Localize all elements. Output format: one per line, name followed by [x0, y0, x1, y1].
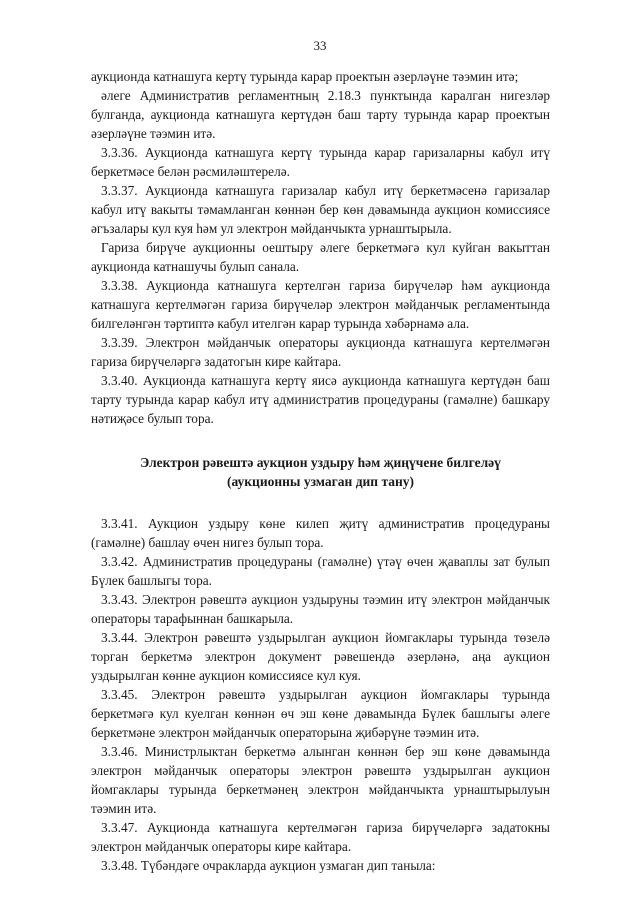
- paragraph-3-3-47: 3.3.47. Аукционда катнашуга кертелмәгән гариза бирүчеләргә задатокны электрон мәйданчык операторы кире кайтара.: [91, 820, 550, 854]
- paragraph-3-3-43: 3.3.43. Электрон рәвештә аукцион уздыруны тәэмин итү электрон мәйданчык операторы тарафыннан башкарыла.: [91, 592, 550, 626]
- paragraph-3-3-39: 3.3.39. Электрон мәйданчык операторы аукционда катнашуга кертелмәгән гариза бирүчеләргә задатогын кире кайтара.: [91, 335, 550, 369]
- paragraph: Гариза бирүче аукционны оештыру әлеге беркетмәгә кул куйган вакыттан аукционда катнашучы булып санала.: [91, 240, 550, 274]
- paragraph-3-3-37: 3.3.37. Аукционда катнашуга гаризалар кабул итү беркетмәсенә гаризалар кабул итү вакыты тәмамланган көннән бер көн дәвамында аукцион комиссиясе әгъзалары кул куя һәм ул электрон мәйданчыкта урнаштырыла.: [91, 183, 550, 236]
- paragraph-3-3-40: 3.3.40. Аукционда катнашуга кертү яисә аукционда катнашуга кертүдән баш тарту турында карар кабул итү административ процедураны (гамәлне) башкару нәтиҗәсе булып тора.: [91, 373, 550, 426]
- page-number: 33: [313, 38, 327, 53]
- paragraph-3-3-46: 3.3.46. Министрлыктан беркетмә алынган көннән бер эш көне дәвамында электрон мәйданчык операторы электрон рәвештә уздырылган аукцион йомгаклары турында беркетмәнең электрон мәйданчыкта урнаштырылуын тәэмин итә.: [91, 744, 550, 816]
- document-body: [91, 67, 550, 875]
- paragraph-3-3-48: 3.3.48. Түбәндәге очракларда аукцион узмаган дип таныла:: [101, 858, 436, 873]
- paragraph-3-3-45: 3.3.45. Электрон рәвештә уздырылган аукцион йомгаклары турында беркетмәгә кул куелган көннән өч эш көне дәвамында Бүлек башлыгы әлеге беркетмәне электрон мәйданчык операторына җибәрүне тәэмин итә.: [91, 687, 550, 740]
- paragraph: аукционда катнашуга кертү турында карар проектын әзерләүне тәэмин итә;: [91, 69, 519, 84]
- paragraph-3-3-44: 3.3.44. Электрон рәвештә уздырылган аукцион йомгаклары турында төзелә торган беркетмә электрон документ рәвешендә әзерләнә, аңа аукцион уздырылган көнне аукцион комиссиясе кул куя.: [91, 630, 550, 683]
- paragraph-3-3-36: 3.3.36. Аукционда катнашуга кертү турында карар гаризаларны кабул итү беркетмәсе белән рәсмиләштерелә.: [91, 145, 550, 179]
- paragraph-3-3-41: 3.3.41. Аукцион уздыру көне килеп җитү административ процедураны (гамәлне) башлау өчен нигез булып тора.: [91, 516, 550, 550]
- section-heading: [91, 453, 550, 491]
- section-heading-line1: Электрон рәвештә аукцион уздыру һәм җиңүчене билгеләү: [140, 455, 501, 470]
- paragraph-3-3-42: 3.3.42. Административ процедураны (гамәлне) үтәү өчен җаваплы зат булып Бүлек башлыгы тора.: [91, 554, 550, 588]
- paragraph: әлеге Административ регламентның 2.18.3 пунктында каралган нигезләр булганда, аукционда катнашуга кертүдән баш тарту турында карар проектын әзерләүне тәэмин итә.: [91, 88, 550, 141]
- paragraph-3-3-38: 3.3.38. Аукционда катнашуга кертелгән гариза бирүчеләр һәм аукционда катнашуга кертелмәгән гариза бирүчеләр электрон мәйданчык регламентында билгеләнгән тәртиптә кабул ителгән карар турында хәбәрнамә ала.: [91, 278, 550, 331]
- section-heading-line2: (аукционны узмаган дип тану): [226, 474, 415, 489]
